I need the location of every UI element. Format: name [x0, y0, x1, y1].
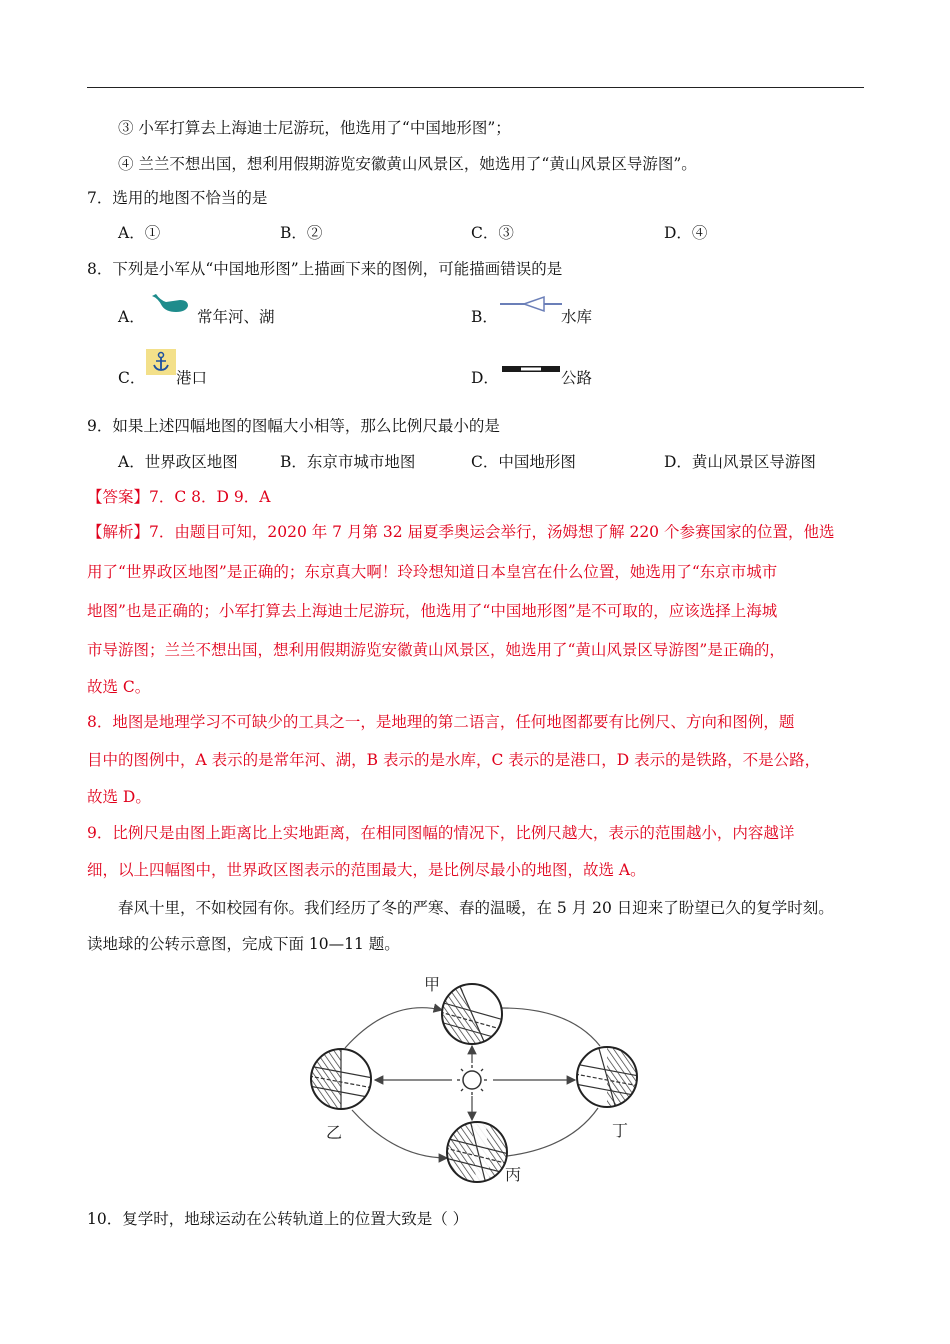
- q7-stem: 7．选用的地图不恰当的是: [87, 189, 268, 207]
- analysis-7-line-4: 市导游图；兰兰不想出国，想利用假期游览安徽黄山风景区，她选用了“黄山风景区导游图”是正确的，: [87, 641, 785, 659]
- context-item-4: ④ 兰兰不想出国，想利用假期游览安徽黄山风景区，她选用了“黄山风景区导游图”。: [118, 155, 697, 173]
- q9-option-d[interactable]: D．黄山风景区导游图: [664, 453, 816, 471]
- q8-option-b-letter: B．: [471, 308, 498, 326]
- q9-option-a[interactable]: A．世界政区地图: [118, 453, 238, 471]
- q8-option-d-letter: D．: [471, 369, 499, 387]
- q8-stem: 8．下列是小军从“中国地形图”上描画下来的图例，可能描画错误的是: [87, 260, 563, 278]
- q8-option-b-label: 水库: [561, 308, 593, 326]
- q8-option-d[interactable]: [471, 368, 499, 388]
- analysis-8-line-2: 目中的图例中，A 表示的是常年河、湖，B 表示的是水库，C 表示的是港口，D 表示的是铁路，不是公路，: [87, 751, 821, 769]
- analysis-7-line-3: 地图”也是正确的；小军打算去上海迪士尼游玩，他选用了“中国地形图”是不可取的，应该选择上海城: [87, 602, 778, 620]
- analysis-7-line-1: 【解析】7．由题目可知，2020 年 7 月第 32 届夏季奥运会举行，汤姆想了解 220 个参赛国家的位置，他选: [87, 523, 835, 541]
- label-yi: 乙: [326, 1123, 343, 1142]
- q8-option-c-label: 港口: [176, 369, 208, 387]
- q8-option-d-label: 公路: [561, 369, 593, 387]
- q9-option-c[interactable]: C．中国地形图: [471, 453, 576, 471]
- context-item-3: ③ 小军打算去上海迪士尼游玩，他选用了“中国地形图”；: [118, 119, 511, 137]
- q8-option-b[interactable]: [471, 307, 498, 327]
- earth-jia: [440, 982, 504, 1046]
- q9-option-b[interactable]: B．东京市城市地图: [280, 453, 416, 471]
- q8-option-a[interactable]: [118, 307, 145, 327]
- header-rule: [87, 87, 864, 88]
- port-anchor-icon: [146, 349, 176, 375]
- analysis-9-line-1: 9．比例尺是由图上距离比上实地距离，在相同图幅的情况下，比例尺越大，表示的范围越小，内容越详: [87, 824, 795, 842]
- lake-river-icon: [150, 292, 192, 320]
- earth-bing: [445, 1120, 509, 1184]
- analysis-8-line-3: 故选 D。: [87, 788, 151, 806]
- railway-icon: [502, 365, 560, 375]
- reservoir-icon: [500, 295, 562, 317]
- earth-ding: [575, 1045, 639, 1109]
- earth-orbit-diagram: [300, 968, 650, 1188]
- label-jia: 甲: [424, 975, 441, 994]
- label-ding: 丁: [612, 1121, 629, 1140]
- q7-option-a[interactable]: A．①: [118, 224, 161, 242]
- q10-stem: 10．复学时，地球运动在公转轨道上的位置大致是（ ）: [87, 1210, 469, 1228]
- earth-yi: [309, 1047, 373, 1111]
- q8-option-a-letter: A．: [118, 308, 145, 326]
- q7-option-b[interactable]: B．②: [280, 224, 323, 242]
- sun-icon: [457, 1065, 487, 1095]
- q7-option-d[interactable]: D．④: [664, 224, 708, 242]
- answer-line: 【答案】7．C 8．D 9．A: [87, 488, 271, 506]
- q8-option-c-letter: C．: [118, 369, 146, 387]
- q8-option-a-label: 常年河、湖: [197, 308, 275, 326]
- analysis-9-line-2: 细，以上四幅图中，世界政区图表示的范围最大，是比例尽最小的地图，故选 A。: [87, 861, 646, 879]
- analysis-7-line-2: 用了“世界政区地图”是正确的；东京真大啊！玲玲想知道日本皇宫在什么位置，她选用了“东京市城市: [87, 563, 778, 581]
- analysis-7-line-5: 故选 C。: [87, 678, 151, 696]
- label-bing: 丙: [505, 1165, 522, 1184]
- passage-line-2: 读地球的公转示意图，完成下面 10—11 题。: [87, 935, 400, 953]
- q8-option-c[interactable]: [118, 368, 145, 388]
- q9-stem: 9．如果上述四幅地图的图幅大小相等，那么比例尺最小的是: [87, 417, 500, 435]
- passage-line-1: 春风十里，不如校园有你。我们经历了冬的严寒、春的温暖，在 5 月 20 日迎来了盼望已久的复学时刻。: [118, 899, 834, 917]
- analysis-8-line-1: 8．地图是地理学习不可缺少的工具之一，是地理的第二语言，任何地图都要有比例尺、方向和图例，题: [87, 713, 795, 731]
- q7-option-c[interactable]: C．③: [471, 224, 514, 242]
